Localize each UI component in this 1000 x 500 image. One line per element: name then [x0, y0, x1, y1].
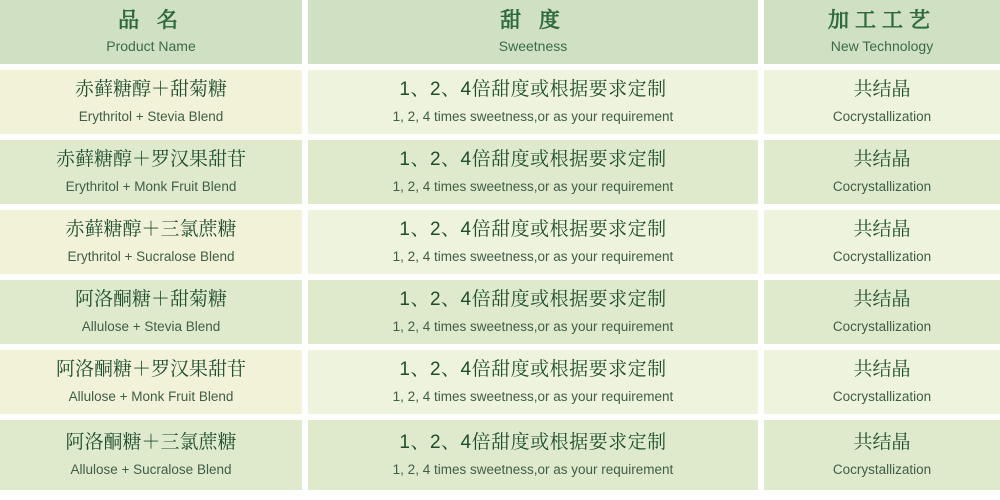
header-cell-product-name: [0, 0, 308, 64]
technology-cn: 共结晶: [853, 359, 911, 381]
product-name-cn: 阿洛酮糖＋甜菊糖: [74, 289, 227, 311]
cell-technology: [764, 70, 1000, 134]
product-name-cn: 阿洛酮糖＋三氯蔗糖: [65, 432, 237, 454]
sweetness-cn: 1、2、4倍甜度或根据要求定制: [399, 432, 667, 454]
product-name-cn: 赤藓糖醇＋三氯蔗糖: [65, 219, 237, 241]
technology-cn: 共结晶: [853, 149, 911, 171]
header-sweetness-cn: 甜 度: [500, 8, 566, 32]
cell-sweetness: [308, 70, 764, 134]
cell-product-name: [0, 140, 308, 204]
sweetness-en: 1, 2, 4 times sweetness,or as your requirement: [392, 388, 674, 404]
product-name-en: Allulose + Sucralose Blend: [70, 461, 232, 477]
cell-sweetness: [308, 140, 764, 204]
cell-product-name: [0, 350, 308, 414]
cell-technology: [764, 280, 1000, 344]
cell-sweetness: [308, 350, 764, 414]
product-name-en: Allulose + Stevia Blend: [81, 318, 221, 334]
technology-en: Cocrystallization: [832, 318, 932, 334]
cell-product-name: [0, 70, 308, 134]
sweetness-cn: 1、2、4倍甜度或根据要求定制: [399, 219, 667, 241]
technology-en: Cocrystallization: [832, 388, 932, 404]
technology-cn: 共结晶: [853, 219, 911, 241]
cell-product-name: [0, 280, 308, 344]
table-row: [0, 140, 1000, 210]
sweetness-en: 1, 2, 4 times sweetness,or as your requirement: [392, 108, 674, 124]
sweetness-en: 1, 2, 4 times sweetness,or as your requirement: [392, 248, 674, 264]
table-row: [0, 70, 1000, 140]
table-header-row: [0, 0, 1000, 70]
product-name-cn: 赤藓糖醇＋罗汉果甜苷: [55, 149, 246, 171]
technology-cn: 共结晶: [853, 289, 911, 311]
cell-sweetness: [308, 420, 764, 490]
technology-en: Cocrystallization: [832, 248, 932, 264]
cell-technology: [764, 140, 1000, 204]
sweetness-cn: 1、2、4倍甜度或根据要求定制: [399, 359, 667, 381]
product-name-en: Erythritol + Stevia Blend: [78, 108, 224, 124]
sweetness-cn: 1、2、4倍甜度或根据要求定制: [399, 289, 667, 311]
sweetness-en: 1, 2, 4 times sweetness,or as your requirement: [392, 461, 674, 477]
sweetness-cn: 1、2、4倍甜度或根据要求定制: [399, 149, 667, 171]
header-sweetness-en: Sweetness: [498, 38, 568, 55]
table-row: [0, 210, 1000, 280]
product-name-en: Erythritol + Sucralose Blend: [67, 248, 235, 264]
header-cell-sweetness: [308, 0, 764, 64]
header-product-name-cn: 品 名: [118, 8, 184, 32]
technology-cn: 共结晶: [853, 432, 911, 454]
technology-cn: 共结晶: [853, 79, 911, 101]
product-name-cn: 赤藓糖醇＋甜菊糖: [74, 79, 227, 101]
technology-en: Cocrystallization: [832, 108, 932, 124]
header-cell-technology: [764, 0, 1000, 64]
cell-technology: [764, 210, 1000, 274]
technology-en: Cocrystallization: [832, 461, 932, 477]
cell-sweetness: [308, 210, 764, 274]
technology-en: Cocrystallization: [832, 178, 932, 194]
header-technology-en: New Technology: [830, 38, 934, 55]
product-name-cn: 阿洛酮糖＋罗汉果甜苷: [55, 359, 246, 381]
table-row: [0, 280, 1000, 350]
cell-technology: [764, 350, 1000, 414]
cell-technology: [764, 420, 1000, 490]
header-product-name-en: Product Name: [106, 38, 196, 55]
product-name-en: Erythritol + Monk Fruit Blend: [65, 178, 237, 194]
cell-sweetness: [308, 280, 764, 344]
sweetness-en: 1, 2, 4 times sweetness,or as your requirement: [392, 178, 674, 194]
table-row: [0, 350, 1000, 420]
header-technology-cn: 加工工艺: [828, 8, 936, 32]
table-row: [0, 420, 1000, 490]
sweetness-en: 1, 2, 4 times sweetness,or as your requirement: [392, 318, 674, 334]
sweetness-cn: 1、2、4倍甜度或根据要求定制: [399, 79, 667, 101]
cell-product-name: [0, 420, 308, 490]
cell-product-name: [0, 210, 308, 274]
product-name-en: Allulose + Monk Fruit Blend: [68, 388, 234, 404]
